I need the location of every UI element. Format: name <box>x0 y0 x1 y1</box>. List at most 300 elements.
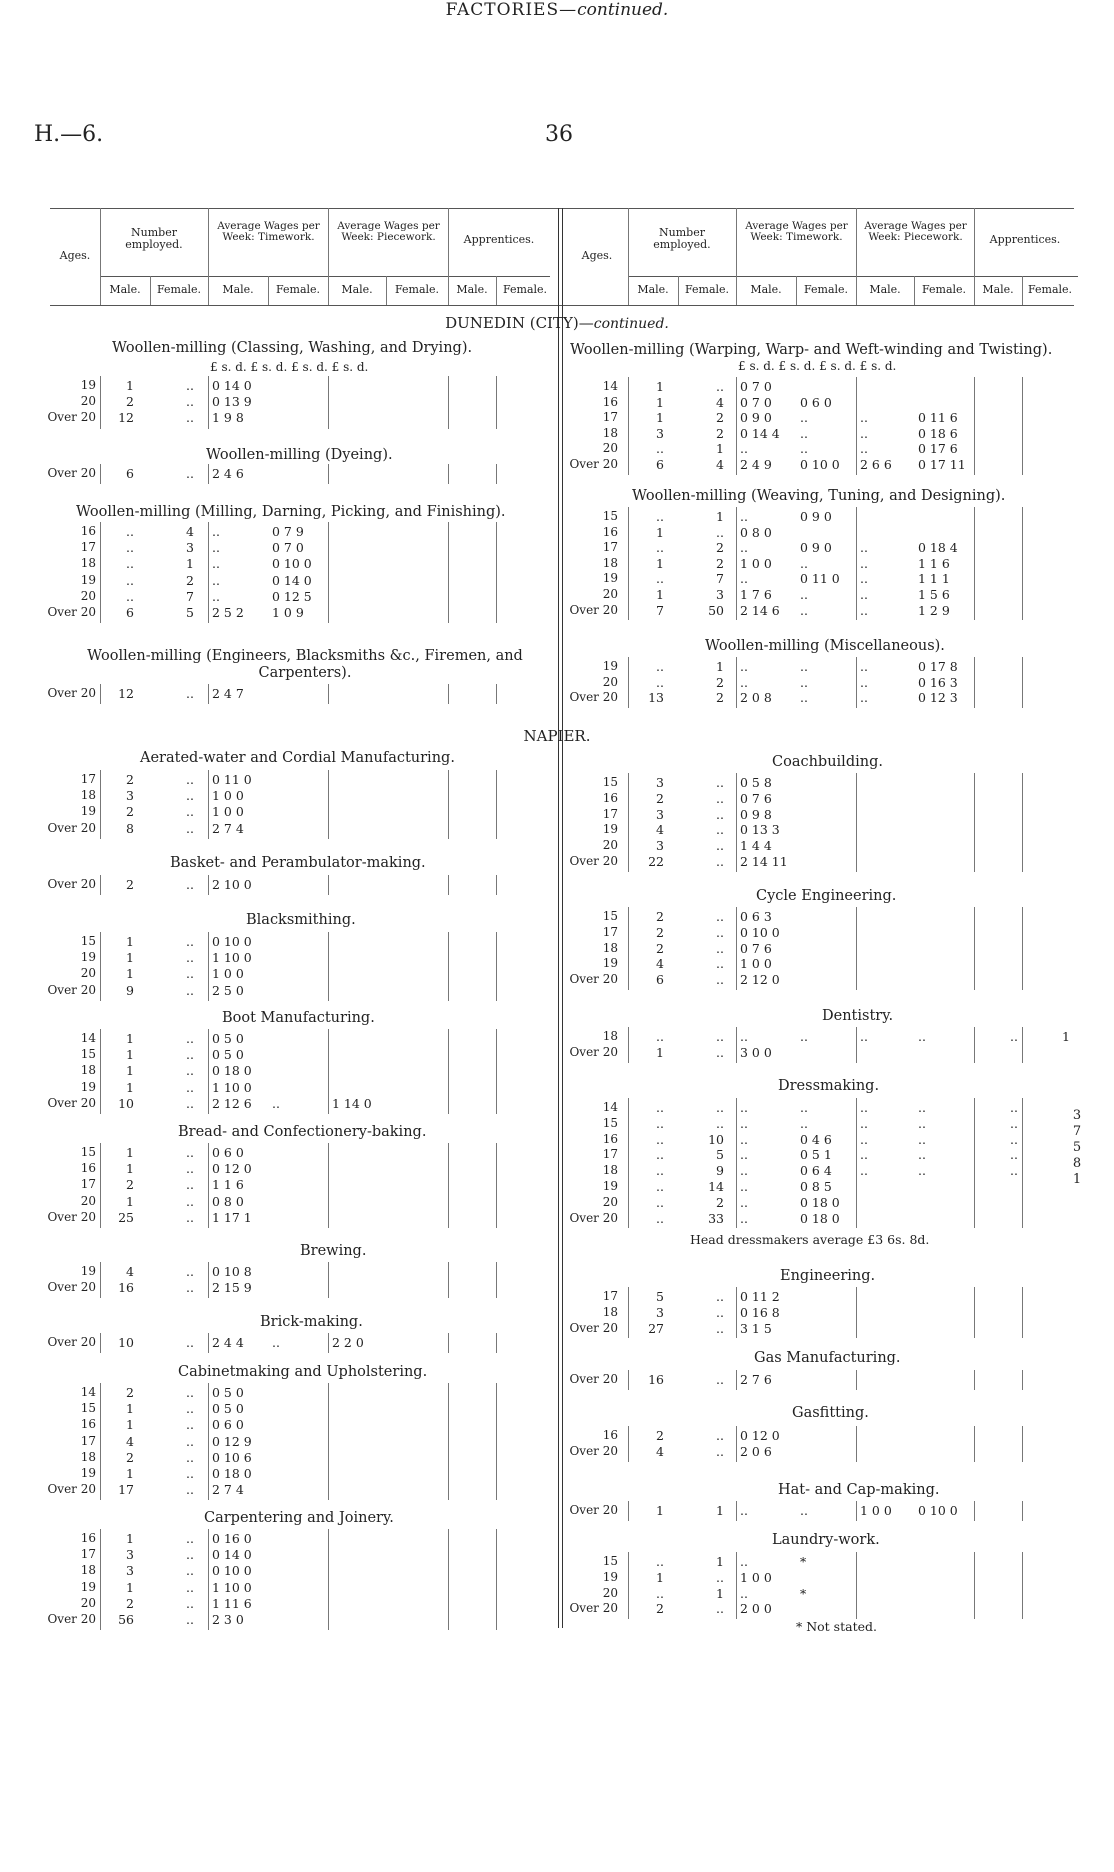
row-age: 20 <box>80 1595 96 1610</box>
female-employed: .. <box>186 982 194 998</box>
timework-female: * <box>800 1554 807 1569</box>
timework-female: .. <box>800 1115 808 1131</box>
piecework-female: 1 2 9 <box>918 602 950 618</box>
header-mid-rule-right <box>628 276 1078 277</box>
column-rule <box>1022 1370 1023 1390</box>
female-employed: .. <box>186 804 194 820</box>
female-employed: .. <box>186 394 194 410</box>
piecework-male: 2 6 6 <box>860 457 892 472</box>
female-employed: .. <box>716 775 724 790</box>
section-title: Brewing. <box>300 1243 367 1259</box>
region-napier: NAPIER. <box>523 727 591 745</box>
timework-female: 1 0 9 <box>272 605 304 620</box>
female-employed: 2 <box>716 1194 724 1210</box>
female-employed: .. <box>186 1482 194 1498</box>
row-age: Over 20 <box>569 1320 618 1335</box>
male-employed: 1 <box>126 1079 134 1095</box>
timework-male: 0 7 6 <box>740 790 772 806</box>
female-employed: 1 <box>716 1585 724 1601</box>
male-employed: .. <box>656 1100 664 1115</box>
male-employed: 1 <box>656 410 664 426</box>
male-header: Male. <box>109 283 141 296</box>
column-rule <box>328 1143 329 1228</box>
male-header: Male. <box>222 283 254 296</box>
column-rule <box>448 1262 449 1298</box>
row-age: 19 <box>80 572 96 587</box>
female-employed: .. <box>186 378 194 393</box>
female-employed: .. <box>186 1401 194 1417</box>
male-header: Male. <box>982 283 1014 296</box>
timework-female: 0 6 0 <box>800 394 832 410</box>
female-employed: .. <box>716 1304 724 1320</box>
male-employed: .. <box>656 509 664 524</box>
male-employed: 2 <box>126 877 134 892</box>
piecework-male: .. <box>860 587 868 602</box>
female-employed: .. <box>186 1095 194 1111</box>
timework-male: 1 7 6 <box>740 587 772 602</box>
running-title <box>0 0 1114 20</box>
male-employed: 2 <box>126 772 134 787</box>
female-employed: 33 <box>708 1210 724 1226</box>
timework-male: 0 14 0 <box>212 378 252 393</box>
column-rule <box>974 1027 975 1063</box>
male-employed: 7 <box>656 602 664 618</box>
section-title: Woollen-milling (Engineers, Blacksmiths &c., Firemen, and Carpenters). <box>87 648 523 681</box>
female-employed: .. <box>186 1280 194 1296</box>
row-age: 15 <box>80 1145 96 1159</box>
male-employed: 1 <box>126 1145 134 1160</box>
timework-male: 0 5 0 <box>212 1401 244 1417</box>
female-employed: 1 <box>716 509 724 524</box>
female-employed: 2 <box>716 555 724 571</box>
dressmaking-apprentice-17: 8 <box>1072 1156 1082 1171</box>
male-employed: 2 <box>656 924 664 940</box>
row-age: 15 <box>602 1554 618 1568</box>
piecework-male: .. <box>860 602 868 618</box>
female-employed: 1 <box>716 1503 724 1518</box>
column-rule <box>328 932 329 1001</box>
female-employed: 1 <box>716 1554 724 1569</box>
piecework-male: .. <box>860 1100 868 1115</box>
female-employed: .. <box>186 1335 194 1350</box>
piecework-header: Average Wages per Week: Piecework. <box>337 220 440 243</box>
column-rule <box>328 1383 329 1500</box>
column-rule <box>974 377 975 475</box>
timework-male: 2 4 6 <box>212 466 244 481</box>
male-header: Male. <box>456 283 488 296</box>
column-rule <box>856 1098 857 1228</box>
column-rule <box>974 1426 975 1462</box>
row-age: 19 <box>602 659 618 673</box>
ages-header: Ages. <box>59 249 91 262</box>
column-rule <box>1022 507 1023 620</box>
row-age: 14 <box>80 1385 96 1399</box>
male-employed: .. <box>656 1554 664 1569</box>
row-age: 19 <box>602 956 618 971</box>
column-rule <box>856 657 857 708</box>
timework-male: .. <box>740 1179 748 1194</box>
timework-male: .. <box>740 1194 748 1210</box>
row-age: Over 20 <box>47 686 96 700</box>
column-rule <box>856 1287 857 1338</box>
female-employed: 9 <box>716 1163 724 1179</box>
timework-male: 3 1 5 <box>740 1320 772 1336</box>
column-rule <box>448 1529 449 1630</box>
female-header: Female. <box>1027 283 1073 296</box>
female-employed: .. <box>186 1547 194 1563</box>
timework-male: 1 0 0 <box>212 788 244 804</box>
male-employed: 2 <box>656 790 664 806</box>
timework-male: 2 0 8 <box>740 690 772 706</box>
male-employed: .. <box>126 556 134 572</box>
timework-male: .. <box>740 1585 748 1601</box>
timework-male: 1 0 0 <box>212 804 244 820</box>
column-rule <box>856 907 857 990</box>
female-employed: .. <box>186 1161 194 1177</box>
male-employed: 3 <box>656 1304 664 1320</box>
timework-male: 0 6 3 <box>740 909 772 924</box>
timework-female: .. <box>800 425 808 441</box>
apprentice-male: .. <box>1010 1029 1018 1044</box>
timework-male: 0 11 2 <box>740 1289 780 1304</box>
timework-male: 2 3 0 <box>212 1612 244 1627</box>
row-age: 17 <box>80 772 96 786</box>
piecework-female: .. <box>918 1147 926 1163</box>
male-employed: 2 <box>126 1595 134 1611</box>
column-rule <box>496 1529 497 1630</box>
section-title: Gasfitting. <box>792 1405 869 1421</box>
apprentice-male: .. <box>1010 1100 1018 1115</box>
timework-male: 0 5 8 <box>740 775 772 790</box>
female-employed: 50 <box>708 602 724 618</box>
male-employed: 27 <box>648 1320 664 1336</box>
timework-male: .. <box>740 540 748 556</box>
row-age: 16 <box>80 1417 96 1432</box>
female-employed: .. <box>716 838 724 854</box>
column-rule <box>328 770 329 839</box>
male-employed: .. <box>656 1179 664 1194</box>
timework-male: 3 0 0 <box>740 1044 772 1060</box>
section-title: Cabinetmaking and Upholstering. <box>178 1364 428 1380</box>
timework-male: 2 0 6 <box>740 1443 772 1459</box>
male-employed: 2 <box>126 1385 134 1400</box>
piecework-female: .. <box>918 1029 926 1044</box>
piecework-female: 1 5 6 <box>918 587 950 602</box>
piecework-male: 1 14 0 <box>332 1095 372 1111</box>
column-rule <box>736 907 737 990</box>
male-employed: 25 <box>118 1209 134 1225</box>
piecework-male: 2 2 0 <box>332 1335 364 1350</box>
row-age: Over 20 <box>569 1503 618 1517</box>
piecework-male: .. <box>860 1131 868 1147</box>
male-employed: 8 <box>126 820 134 836</box>
female-employed: 3 <box>716 587 724 602</box>
column-rule <box>448 684 449 704</box>
region-dunedin-italic: continued. <box>593 316 669 332</box>
male-employed: .. <box>126 588 134 604</box>
female-employed: .. <box>186 950 194 966</box>
column-rule <box>1022 657 1023 708</box>
column-rule <box>208 1383 209 1500</box>
row-age: 17 <box>80 1433 96 1448</box>
timework-male: .. <box>212 588 220 604</box>
male-employed: 4 <box>656 956 664 972</box>
piecework-male: .. <box>860 571 868 587</box>
male-employed: 12 <box>118 686 134 701</box>
male-header: Male. <box>750 283 782 296</box>
column-rule <box>974 657 975 708</box>
timework-male: 1 11 6 <box>212 1595 252 1611</box>
female-employed: 5 <box>716 1147 724 1163</box>
column-rule <box>328 1029 329 1114</box>
row-age: Over 20 <box>47 1095 96 1110</box>
timework-male: 0 18 0 <box>212 1466 252 1481</box>
section-title: Woollen-milling (Warping, Warp- and Weft-winding and Twisting). <box>570 342 1053 358</box>
male-employed: 1 <box>656 1569 664 1585</box>
row-age: 16 <box>602 1131 618 1146</box>
timework-male: 0 14 0 <box>212 1547 252 1563</box>
timework-male: .. <box>740 1115 748 1131</box>
column-rule <box>1022 1426 1023 1462</box>
piecework-female: 1 1 6 <box>918 555 950 571</box>
column-rule <box>208 1333 209 1353</box>
timework-male: .. <box>740 659 748 674</box>
male-employed: 1 <box>126 1047 134 1063</box>
row-age: 16 <box>80 1161 96 1176</box>
male-employed: .. <box>126 540 134 556</box>
apprentice-male: .. <box>1010 1147 1018 1163</box>
row-age: 18 <box>602 1029 618 1043</box>
apprentices-header: Apprentices. <box>989 233 1061 246</box>
female-employed: .. <box>186 1449 194 1465</box>
piecework-male: .. <box>860 410 868 426</box>
male-employed: 1 <box>126 1031 134 1046</box>
row-age: 14 <box>602 379 618 393</box>
male-employed: 2 <box>656 909 664 924</box>
dressmaking-apprentice-16: 5 <box>1072 1140 1082 1155</box>
section-title: Carpentering and Joinery. <box>204 1510 394 1526</box>
timework-female: .. <box>800 410 808 426</box>
timework-male: 0 8 0 <box>740 524 772 540</box>
row-age: 20 <box>602 674 618 689</box>
timework-female: .. <box>800 602 808 618</box>
timework-male: 2 4 4 <box>212 1335 244 1350</box>
male-employed: 1 <box>126 1161 134 1177</box>
column-rule <box>208 1029 209 1114</box>
timework-male: .. <box>740 1131 748 1147</box>
female-employed: .. <box>716 1569 724 1585</box>
column-rule <box>328 1529 329 1630</box>
row-age: 19 <box>602 1179 618 1193</box>
female-employed: .. <box>716 1115 724 1131</box>
row-age: Over 20 <box>47 1482 96 1497</box>
column-rule <box>736 1027 737 1063</box>
male-employed: 1 <box>126 950 134 966</box>
timework-female: 0 10 0 <box>800 457 840 472</box>
piecework-female: .. <box>918 1115 926 1131</box>
timework-male: 2 4 9 <box>740 457 772 472</box>
female-header: Female. <box>156 283 202 296</box>
male-employed: 3 <box>656 775 664 790</box>
column-rule <box>736 1426 737 1462</box>
timework-female: 0 9 0 <box>800 540 832 556</box>
timework-male: 2 4 7 <box>212 686 244 701</box>
male-employed: 1 <box>126 378 134 393</box>
column-rule <box>496 684 497 704</box>
column-rule <box>1022 1552 1023 1619</box>
timework-male: 1 9 8 <box>212 410 244 426</box>
female-employed: .. <box>186 1531 194 1546</box>
female-employed: 1 <box>186 556 194 572</box>
row-age: 17 <box>602 540 618 555</box>
male-employed: 1 <box>126 1531 134 1546</box>
female-employed: .. <box>186 1385 194 1400</box>
male-employed: 3 <box>126 1547 134 1563</box>
column-rule <box>856 1426 857 1462</box>
section-title: Bread- and Confectionery-baking. <box>178 1124 427 1140</box>
column-rule <box>208 376 209 429</box>
column-rule <box>856 1552 857 1619</box>
timework-male: 2 10 0 <box>212 877 252 892</box>
row-age: 14 <box>80 1031 96 1045</box>
female-employed: .. <box>186 877 194 892</box>
column-rule <box>736 773 737 872</box>
timework-female: 0 10 0 <box>272 556 312 572</box>
female-employed: .. <box>186 1031 194 1046</box>
male-employed: 1 <box>126 1466 134 1481</box>
row-age: Over 20 <box>47 605 96 619</box>
female-employed: 14 <box>708 1179 724 1194</box>
male-employed: .. <box>656 441 664 457</box>
timework-male: 0 12 9 <box>212 1433 252 1449</box>
number-employed-header: Number employed. <box>653 226 711 251</box>
piecework-male: .. <box>860 1163 868 1179</box>
column-rule <box>856 773 857 872</box>
column-rule <box>1022 773 1023 872</box>
column-rule <box>208 684 209 704</box>
female-employed: .. <box>186 772 194 787</box>
timework-male: 2 14 6 <box>740 602 780 618</box>
timework-female: 0 14 0 <box>272 572 312 588</box>
female-employed: 2 <box>186 572 194 588</box>
units-left: £ s. d. £ s. d. £ s. d. £ s. d. <box>210 360 369 374</box>
male-employed: .. <box>656 1585 664 1601</box>
female-employed: 7 <box>716 571 724 587</box>
section-title: Woollen-milling (Classing, Washing, and Drying). <box>112 340 473 356</box>
male-header: Male. <box>341 283 373 296</box>
timework-female: 0 11 0 <box>800 571 840 587</box>
male-employed: 1 <box>126 1579 134 1595</box>
piecework-male: .. <box>860 1029 868 1044</box>
male-employed: 1 <box>126 934 134 949</box>
female-employed: .. <box>186 466 194 481</box>
row-age: 15 <box>80 934 96 948</box>
male-employed: 9 <box>126 982 134 998</box>
female-employed: .. <box>716 1428 724 1443</box>
timework-male: 0 5 0 <box>212 1031 244 1046</box>
number-employed-header: Number employed. <box>125 226 183 251</box>
row-age: 20 <box>602 1585 618 1600</box>
timework-male: .. <box>740 1503 748 1518</box>
row-age: 19 <box>80 1264 96 1278</box>
row-age: 14 <box>602 1100 618 1114</box>
piecework-female: .. <box>918 1163 926 1179</box>
piecework-female: 0 17 6 <box>918 441 958 457</box>
column-rule <box>328 464 329 484</box>
row-age: 17 <box>602 1147 618 1162</box>
timework-male: 1 10 0 <box>212 1579 252 1595</box>
row-age: Over 20 <box>47 982 96 997</box>
piecework-female: 0 12 3 <box>918 690 958 706</box>
timework-male: .. <box>740 1210 748 1226</box>
column-rule <box>496 1262 497 1298</box>
male-employed: 1 <box>656 379 664 394</box>
row-age: 16 <box>602 524 618 539</box>
row-age: 20 <box>602 587 618 601</box>
column-rule <box>1022 1287 1023 1338</box>
male-employed: 1 <box>656 1044 664 1060</box>
section-note: * Not stated. <box>796 1619 877 1634</box>
timework-male: 0 5 0 <box>212 1385 244 1400</box>
ages-header: Ages. <box>581 249 613 262</box>
row-age: 17 <box>602 924 618 939</box>
column-rule <box>496 1383 497 1500</box>
timework-male: 0 10 8 <box>212 1264 252 1279</box>
male-employed: .. <box>656 1194 664 1210</box>
section-title: Dressmaking. <box>778 1078 880 1094</box>
column-rule <box>736 1098 737 1228</box>
region-dunedin-text: DUNEDIN (CITY)— <box>445 314 594 332</box>
timework-male: 1 0 0 <box>740 956 772 972</box>
female-employed: .. <box>716 909 724 924</box>
section-title: Cycle Engineering. <box>756 888 897 904</box>
male-employed: 1 <box>656 524 664 540</box>
row-age: 15 <box>602 909 618 923</box>
timework-female: .. <box>800 587 808 602</box>
row-age: 20 <box>80 966 96 981</box>
timework-male: .. <box>740 571 748 587</box>
female-employed: 4 <box>716 457 724 472</box>
row-age: 16 <box>602 394 618 409</box>
row-age: 19 <box>80 378 96 392</box>
female-employed: .. <box>186 1145 194 1160</box>
timework-male: .. <box>740 509 748 524</box>
female-employed: .. <box>716 1100 724 1115</box>
column-rule <box>496 875 497 895</box>
row-age: Over 20 <box>47 1612 96 1626</box>
female-employed: .. <box>716 806 724 822</box>
male-employed: 1 <box>126 1193 134 1209</box>
row-age: 18 <box>80 788 96 803</box>
row-age: 18 <box>602 425 618 440</box>
dressmaking-apprentice-15: 7 <box>1072 1124 1082 1139</box>
female-employed: .. <box>716 1289 724 1304</box>
row-age: 18 <box>602 1163 618 1178</box>
column-rule <box>448 1333 449 1353</box>
male-employed: 5 <box>656 1289 664 1304</box>
column-rule <box>496 1029 497 1114</box>
male-employed: 2 <box>656 1601 664 1617</box>
female-employed: 2 <box>716 410 724 426</box>
female-employed: .. <box>186 1595 194 1611</box>
male-employed: 16 <box>118 1280 134 1296</box>
male-employed: 3 <box>656 806 664 822</box>
row-age: 20 <box>80 394 96 409</box>
timework-female: 0 7 0 <box>272 540 304 556</box>
header-mid-rule-left <box>100 276 550 277</box>
female-employed: .. <box>186 788 194 804</box>
timework-male: 0 6 0 <box>212 1145 244 1160</box>
